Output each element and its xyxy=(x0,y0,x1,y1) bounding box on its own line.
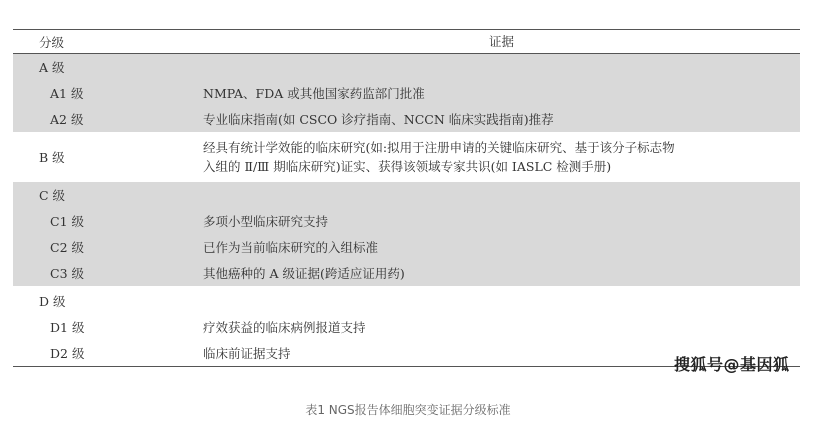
table-row xyxy=(13,314,800,340)
evidence-cell: 已作为当前临床研究的入组标准 xyxy=(203,239,379,255)
evidence-line: 经具有统计学效能的临床研究(如:拟用于注册申请的关键临床研究、基于该分子标志物 xyxy=(203,140,675,155)
table-row xyxy=(13,80,800,106)
grade-cell: B 级 xyxy=(39,150,65,165)
table-row xyxy=(13,260,800,286)
evidence-cell xyxy=(203,138,800,176)
header-evidence: 证据 xyxy=(488,34,514,49)
grade-cell: A1 级 xyxy=(50,86,84,101)
evidence-grading-table xyxy=(13,29,800,367)
grade-cell: C 级 xyxy=(39,188,66,203)
watermark: 搜狐号@基因狐 xyxy=(674,355,790,374)
grade-cell: C2 级 xyxy=(50,240,84,255)
table-row xyxy=(13,234,800,260)
evidence-line: 入组的 Ⅱ/Ⅲ 期临床研究)证实、获得该领域专家共识(如 IASLC 检测手册) xyxy=(203,159,612,174)
table-caption: 表1 NGS报告体细胞突变证据分级标准 xyxy=(305,403,511,417)
table-header xyxy=(13,30,800,53)
grade-cell: A2 级 xyxy=(50,112,84,127)
table-row xyxy=(13,54,800,80)
table-row xyxy=(13,134,800,180)
evidence-cell: 临床前证据支持 xyxy=(203,345,291,361)
grade-cell: C1 级 xyxy=(50,214,84,229)
evidence-cell: NMPA、FDA 或其他国家药监部门批准 xyxy=(203,85,425,101)
evidence-cell: 其他癌种的 A 级证据(跨适应证用药) xyxy=(203,265,405,281)
grade-cell: D1 级 xyxy=(50,320,85,335)
table-row xyxy=(13,106,800,132)
grade-cell: C3 级 xyxy=(50,266,84,281)
grade-cell: D2 级 xyxy=(50,346,85,361)
grade-cell: A 级 xyxy=(39,60,65,75)
evidence-cell: 专业临床指南(如 CSCO 诊疗指南、NCCN 临床实践指南)推荐 xyxy=(203,111,554,127)
evidence-cell: 多项小型临床研究支持 xyxy=(203,213,329,229)
grade-cell: D 级 xyxy=(39,294,66,309)
evidence-cell: 疗效获益的临床病例报道支持 xyxy=(203,319,366,335)
header-grade: 分级 xyxy=(39,34,65,50)
table-row xyxy=(13,182,800,208)
table-row xyxy=(13,288,800,314)
table-row xyxy=(13,208,800,234)
